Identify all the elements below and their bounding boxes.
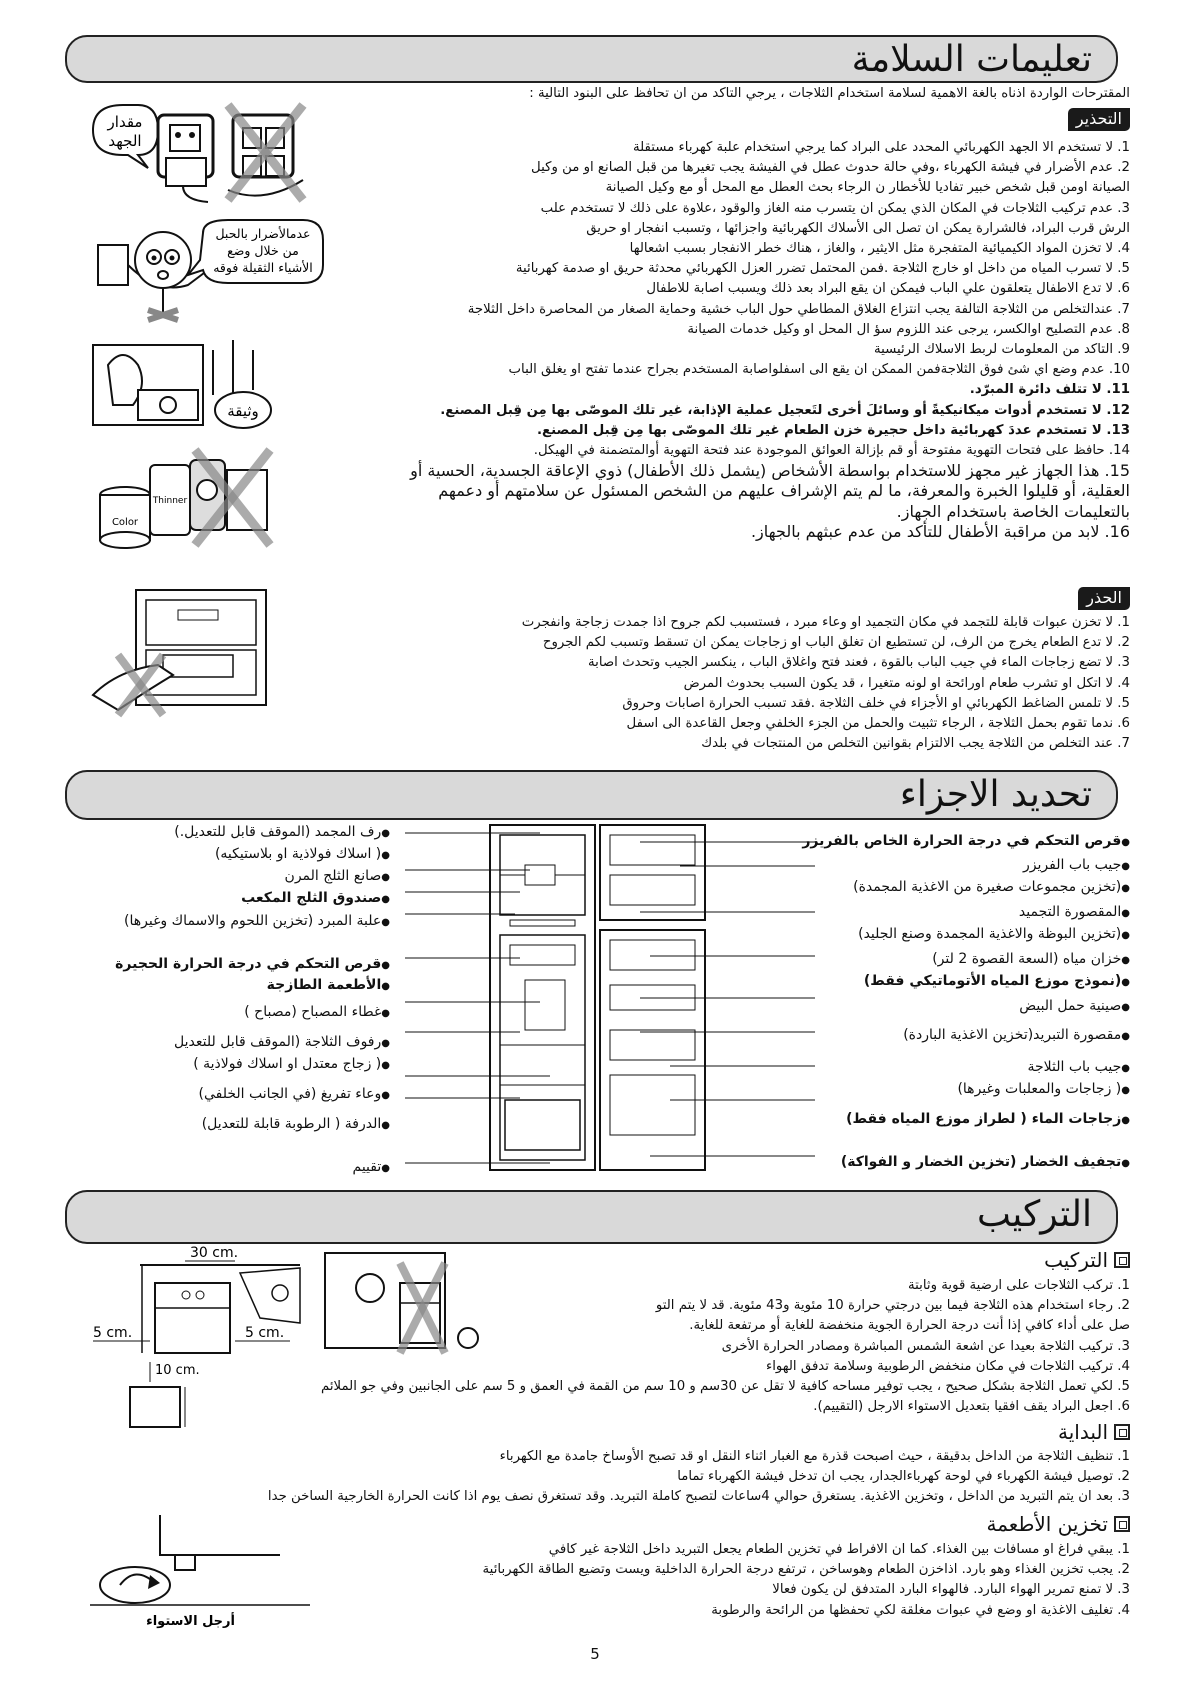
list-item: 3. لا تضع زجاجات الماء في جيب الباب بالقوة ، فعند فتح واغلاق الباب ، ينكسر الجيب وتحدث اصابة xyxy=(588,655,1130,671)
part-label-text: الأطعمة الطازجة xyxy=(266,977,382,993)
bullet-icon: ● xyxy=(1121,977,1130,988)
part-label xyxy=(215,845,390,865)
bullet-icon: ● xyxy=(381,1163,390,1174)
bullet-icon: ● xyxy=(381,960,390,971)
list-item: 14. حافظ على فتحات التهوية مفتوحة أو قم بإزالة العوائق الموجودة عند فتحة التهوية أوالمتضمنة في الهيكل. xyxy=(533,443,1130,459)
square-bullet-icon xyxy=(1114,1424,1130,1440)
list-item: 4. تغليف الاغذية او وضع في عبوات مغلقة لكي تحفظها من الرائحة والرطوبة xyxy=(711,1602,1130,1618)
door-hanging-illustration xyxy=(88,335,278,435)
list-item: 11. لا تتلف دائرة المبرّد. xyxy=(969,382,1130,398)
leveling-label: أرجل الاستواء xyxy=(146,1614,235,1629)
dim-top: 30 cm. xyxy=(190,1245,239,1261)
list-item: 4. تركيب الثلاجات في مكان منخفض الرطوبية وسلامة تدفق الهواء xyxy=(765,1358,1130,1374)
voltage-label-1: مقدار xyxy=(107,113,143,131)
install-sub2-label: البداية xyxy=(1057,1420,1108,1444)
bullet-icon: ● xyxy=(381,1120,390,1131)
safety-intro: المقترحات الواردة اذناه بالغة الاهمية لسلامة استخدام الثلاجات ، يرجي التاكد من ان تحافظ على البنود التالية : xyxy=(529,86,1130,101)
part-label xyxy=(244,1003,390,1023)
part-label-text: مقصورة التبريد(تخزين الاغذية الباردة) xyxy=(903,1027,1122,1043)
list-item: العقلية، أو قليلوا الخبرة والمعرفة، ما لم يتم الإشراف عليهم من الشخص المسئول عن سلامتهم أو دعمهم xyxy=(438,481,1130,501)
part-label xyxy=(124,912,390,932)
part-label-text: وعاء تفريغ (في الجانب الخلفي) xyxy=(198,1086,382,1102)
list-item: 1. تركب الثلاجات على ارضية قوية وثابتة xyxy=(908,1278,1130,1293)
warning-list xyxy=(350,138,1130,542)
caution-tag: الحذر xyxy=(1078,587,1130,610)
leveling-legs-illustration xyxy=(80,1515,340,1635)
dim-left: 5 cm. xyxy=(93,1325,133,1341)
safety-title: تعليمات السلامة xyxy=(851,39,1092,80)
list-item: 2. يجب تخزين الغذاء وهو بارد. اذاخزن الطعام وهوساخن ، ترتفع درجة الحرارة الداخلية ويست وتضيع الطاقة الكهربائية xyxy=(482,1562,1130,1578)
part-label xyxy=(174,1033,390,1053)
list-item: 2. رجاء استخدام هذه الثلاجة فيما بين درجتي حرارة 10 مئوية و43 مئوية. قد لا يتم التو xyxy=(655,1298,1130,1314)
list-item: الصيانة اومن قبل شخص خبير تفاديا للأخطار ن الرجاء بحث العطل مع المحل أو مع وكيل الصيانة xyxy=(605,180,1130,196)
bullet-icon: ● xyxy=(381,1060,390,1071)
part-label xyxy=(198,1085,390,1105)
bullet-icon: ● xyxy=(381,828,390,839)
list-item: الرش قرب البراد، فالشرارة يمكن ان تصل الى الأسلاك الكهربائية واجزائها ، وتسبب انفجار او حريق xyxy=(586,220,1130,236)
list-item: 3. عدم تركيب الثلاجات في المكان الذي يمكن ان يتسرب منه الغاز والوقود ،علاوة على ذلك لا تستخدم علب xyxy=(540,200,1130,216)
bullet-icon: ● xyxy=(1121,837,1130,848)
bullet-icon: ● xyxy=(1121,1063,1130,1074)
list-item: 4. لا تخزن المواد الكيميائية المتفجرة مثل الايثير ، والغاز ، هناك خطر الانفجار بسبب اشعالها xyxy=(629,241,1130,257)
voltage-label-2: الجهد xyxy=(108,132,142,150)
list-item: 7. عند التخلص من الثلاجة يجب الالتزام بقوانين التخلص من المنتجات في بلدك xyxy=(701,736,1130,752)
part-label-text: قرص التحكم في درجة الحرارة الخاص بالفريزر xyxy=(802,833,1122,849)
part-label xyxy=(957,1080,1130,1100)
list-item: 13. لا تستخدم عددَ كهربائية داخل حجيرة خزن الطعام غير تلك الموصّى بها مِن قِبل المصنع. xyxy=(537,422,1130,438)
list-item: 2. لا تدع الطعام يخرج من الرف، لن تستطيع ان تغلق الباب او زجاجات يمكن ان تسقط وتسبب لكم الجروح xyxy=(542,635,1130,651)
list-item: 2. توصيل فيشة الكهرباء في لوحة كهرباءالجدار، يجب ان تدخل فيشة الكهرباء تماما xyxy=(677,1469,1130,1485)
cord-label-1: عدمالأضرار بالحبل xyxy=(215,226,311,241)
bullet-icon: ● xyxy=(1121,1031,1130,1042)
part-label xyxy=(202,1115,390,1135)
install-sub3-label: تخزين الأطعمة xyxy=(986,1512,1108,1536)
parts-title: تحديد الاجزاء xyxy=(899,774,1092,815)
part-label xyxy=(1028,1058,1131,1078)
bullet-icon: ● xyxy=(381,981,390,992)
list-item: 5. لكي تعمل الثلاجة بشكل صحيح ، يجب توفير مساحه كافية لا تقل عن 30سم و 10 سم من القمة في العمق و 5 سم على الجانبين وفي جو الملائم xyxy=(321,1379,1130,1395)
part-label-text: علبة المبرد (تخزين اللحوم والاسماك وغيرها) xyxy=(124,913,382,929)
list-item: 6. اجعل البراد يقف افقيا بتعديل الاستواء الارجل (التقييم). xyxy=(813,1399,1130,1415)
bullet-icon: ● xyxy=(381,894,390,905)
list-item: 10. عدم وضع اي شئ فوق الثلاجةفمن الممكن ان يقع الى اسفلواصابة المستخدم بجراح عندما تفتح او يغلق الباب xyxy=(508,362,1130,378)
part-label-text: ( اسلاك فولاذية او بلاستيكيه) xyxy=(214,846,382,862)
part-label xyxy=(267,976,390,996)
install-list-2 xyxy=(130,1447,1130,1508)
part-label xyxy=(903,1026,1130,1046)
warning-tag: التحذير xyxy=(1068,108,1130,131)
caution-list xyxy=(350,613,1130,754)
list-item: 1. يبقي فراغ او مسافات بين الغذاء. كما ان الافراط في تخزين الطعام يجعل التبريد داخل الثلاجة غير كافي xyxy=(548,1542,1130,1557)
bullet-icon: ● xyxy=(381,1038,390,1049)
square-bullet-icon xyxy=(1114,1252,1130,1268)
bullet-icon: ● xyxy=(1121,861,1130,872)
part-label xyxy=(1019,997,1130,1017)
bullet-icon: ● xyxy=(1121,1085,1130,1096)
bullet-icon: ● xyxy=(1121,1158,1130,1169)
list-item: 7. عندالتخلص من الثلاجة التالفة يجب انتزاع الغلاق المطاطي حول الباب خشية وحماية الصغار من المحاصرة داخل الثلاجة xyxy=(467,301,1130,317)
list-item: 3. تركيب الثلاجة بعيدا عن اشعة الشمس المباشرة ومصادر الحرارة الأخرى xyxy=(721,1338,1130,1354)
part-label-text: ( زجاج معتدل او اسلاك فولاذية ) xyxy=(193,1056,382,1072)
install-sub2-heading xyxy=(1058,1420,1130,1444)
can-thinner-label: Thinner xyxy=(152,496,188,506)
part-label xyxy=(285,867,390,887)
part-label xyxy=(841,1153,1130,1173)
part-label-text: جيب باب الثلاجة xyxy=(1027,1059,1122,1075)
cord-damage-illustration xyxy=(88,215,328,325)
part-label-text: صانع الثلج المرن xyxy=(284,868,382,884)
cord-label-2: من خلال وضع xyxy=(227,243,299,258)
list-item: 9. التاكد من المعلومات لربط الاسلاك الرئيسية xyxy=(873,342,1130,358)
bullet-icon: ● xyxy=(1121,955,1130,966)
part-label-text: صندوق الثلج المكعب xyxy=(241,890,382,906)
list-item: بالتعليمات الخاصة باستخدام الجهاز. xyxy=(896,501,1130,521)
cord-label-3: الأشياء الثقيلة فوقه xyxy=(213,260,313,275)
part-label-text: جيب باب الفريزر xyxy=(1023,857,1122,873)
part-label xyxy=(174,823,390,843)
freezer-hand-illustration xyxy=(88,585,273,725)
part-label-text: غطاء المصباح (مصباح ) xyxy=(244,1004,382,1020)
plug-voltage-illustration xyxy=(88,100,318,210)
clearance-illustration xyxy=(90,1243,490,1358)
top-clearance-illustration xyxy=(125,1362,225,1432)
bullet-icon: ● xyxy=(381,917,390,928)
bullet-icon: ● xyxy=(1121,930,1130,941)
install-sub1-heading xyxy=(1044,1248,1130,1272)
part-label xyxy=(846,1110,1130,1130)
part-label xyxy=(193,1055,390,1075)
safety-header-band xyxy=(65,35,1118,83)
bullet-icon: ● xyxy=(1121,883,1130,894)
part-label-text: صينية حمل البيض xyxy=(1019,998,1122,1014)
chemicals-illustration xyxy=(95,445,275,555)
bullet-icon: ● xyxy=(1121,1115,1130,1126)
dim-small: 10 cm. xyxy=(155,1363,200,1378)
part-label-text: ( زجاجات والمعلبات وغيرها) xyxy=(957,1081,1122,1097)
part-label-text: خزان مياه (السعة القصوة 2 لتر) xyxy=(932,951,1122,967)
part-label xyxy=(858,925,1130,945)
part-label-text: المقصورة التجميد xyxy=(1018,904,1122,920)
bullet-icon: ● xyxy=(381,1008,390,1019)
bullet-icon: ● xyxy=(1121,908,1130,919)
list-item: صل على أداء كافي إذا أنت درجة الحرارة الجوية منخفضة للغاية أو مرتفعة للغاية. xyxy=(689,1318,1130,1334)
part-label-text: زجاجات الماء ( لطراز موزع المياه فقط) xyxy=(846,1111,1122,1127)
install-title: التركيب xyxy=(976,1194,1092,1235)
part-label xyxy=(115,955,390,975)
part-label xyxy=(353,1158,390,1178)
square-bullet-icon xyxy=(1114,1516,1130,1532)
part-label-text: تجفيف الخضار (تخزين الخضار و الفواكة) xyxy=(840,1154,1122,1170)
part-label xyxy=(241,889,390,909)
part-label xyxy=(802,832,1130,852)
list-item: 8. عدم التصليح اوالكسر، يرجى عند اللزوم سؤ ال المحل او وكيل خدمات الصيانة xyxy=(687,321,1130,337)
bullet-icon: ● xyxy=(381,1090,390,1101)
firm-label: وثيقة xyxy=(227,402,259,420)
list-item: 16. لابد من مراقبة الأطفال للتأكد من عدم عبثهم بالجهاز. xyxy=(750,521,1130,541)
part-label xyxy=(864,972,1130,992)
part-label-text: رفوف الثلاجة (الموقف قابل للتعديل xyxy=(174,1034,382,1050)
list-item: 6. لا تدع الاطفال يتعلقون علي الباب فيمكن ان يقع البراد بعد ذلك ويسبب اصابة للاطفال xyxy=(646,281,1130,297)
part-label-text: تقييم xyxy=(352,1159,382,1175)
install-sub3-heading xyxy=(987,1512,1130,1536)
page-number: 5 xyxy=(590,1645,600,1663)
install-header-band xyxy=(65,1190,1118,1244)
install-sub1-label: التركيب xyxy=(1044,1248,1108,1272)
part-label-text: رف المجمد (الموقف قابل للتعديل.) xyxy=(174,824,382,840)
part-label xyxy=(853,878,1130,898)
list-item: 15. هذا الجهاز غير مجهز للاستخدام بواسطة الأشخاص (يشمل ذلك الأطفال) ذوي الإعاقة الجسدية، الحسية أو xyxy=(410,461,1130,481)
fridge-parts-diagram xyxy=(400,820,820,1180)
part-label-text: (تخزين البوظة والاغذية المجمدة وصنع الجليد) xyxy=(858,926,1122,942)
bullet-icon: ● xyxy=(381,872,390,883)
can-color-label: Color xyxy=(111,517,139,528)
part-label xyxy=(932,950,1130,970)
list-item: 3. لا تمنع تمرير الهواء البارد. فالهواء البارد المتدفق لن يكون فعالا xyxy=(772,1582,1130,1598)
list-item: 1. لا تستخدم الا الجهد الكهربائي المحدد على البراد كما يرجي استخدام علبة كهرباء مستقلة xyxy=(633,140,1130,155)
list-item: 5. لا تلمس الضاغط الكهربائي او الأجزاء في خلف الثلاجة .فقد تسبب الحرارة اصابات وحروق xyxy=(622,695,1130,711)
bullet-icon: ● xyxy=(1121,1002,1130,1013)
list-item: 4. لا اتكل او تشرب طعام اورائحة او لونه متغيرا ، قد يكون السبب بحدوث المرض xyxy=(683,675,1130,691)
part-label-text: الدرفة ( الرطوبة قابلة للتعديل) xyxy=(201,1116,382,1132)
list-item: 1. تنظيف الثلاجة من الداخل بدقيقة ، حيث اصبحت قذرة مع الغبار اثناء النقل او قد تصبح الأوساخ جامدة مع الكهرباء xyxy=(499,1449,1130,1464)
parts-header-band xyxy=(65,770,1118,820)
bullet-icon: ● xyxy=(381,850,390,861)
list-item: 12. لا تستخدم أدوات ميكانيكيةً أو وسائلَ أخرى لتَعجيل عملية الإذابة، غير تلك الموصّى بها مِن قِبل المصنع. xyxy=(440,402,1130,418)
part-label-text: قرص التحكم في درجة الحرارة الحجيرة xyxy=(115,956,382,972)
list-item: 3. بعد ان يتم التبريد من الداخل ، وتخزين الاغذية. يستغرق حوالي 4ساعات لتصبح كاملة التبريد. وقد تستغرق نصف يوم اذا كانت الحرارة الخارجية الساخن جدا xyxy=(267,1489,1130,1505)
list-item: 2. عدم الأضرار في فيشة الكهرباء ،وفي حالة حدوث عطل في الفيشة يجب تغيرها من قبل الصانع او من وكيل xyxy=(531,160,1130,176)
list-item: 6. ندما تقوم بحمل الثلاجة ، الرجاء تثبيت والحمل من الجزء الخلفي وجعل القاعدة الى اسفل xyxy=(626,716,1130,732)
part-label xyxy=(1023,856,1130,876)
part-label-text: (تخزين مجموعات صغيرة من الاغذية المجمدة) xyxy=(853,879,1122,895)
list-item: 5. لا تسرب المياه من داخل او خارج الثلاجة .فمن المحتمل تضرر العزل الكهربائي محدثة حريق او صدمة كهربائية xyxy=(515,261,1130,277)
part-label-text: (نموذج موزع المياه الأتوماتيكي فقط) xyxy=(863,973,1122,989)
part-label xyxy=(1019,903,1130,923)
dim-right: 5 cm. xyxy=(245,1325,285,1341)
list-item: 1. لا تخزن عبوات قابلة للتجمد في مكان التجميد او وعاء مبرد ، فستسبب لكم جروح اذا جمدت زجاجة وانفجرت xyxy=(521,615,1130,630)
